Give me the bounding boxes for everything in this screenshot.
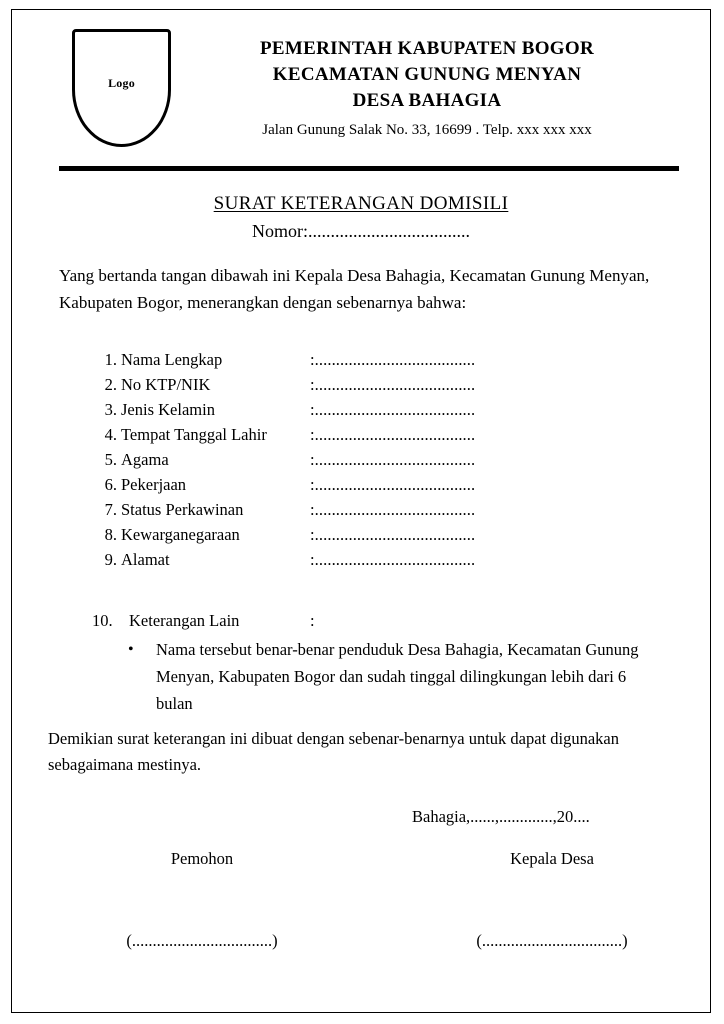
field-number: 7. <box>104 500 117 519</box>
field-value[interactable]: :...................................... <box>310 375 476 394</box>
logo-shield-icon <box>72 29 171 147</box>
field-label: Nama Lengkap <box>121 350 223 369</box>
bullet-text: Nama tersebut benar-benar penduduk Desa Bahagia, Kecamatan Gunung Menyan, Kabupaten Bogor dan sudah tinggal dilingkungan lebih dari 6 bulan <box>156 640 639 713</box>
signature-right-name-line[interactable]: (..................................) <box>476 931 628 950</box>
keterangan-number: 10. <box>92 611 113 630</box>
letterhead-titles <box>182 36 672 141</box>
keterangan-colon: : <box>310 611 315 630</box>
field-label: Jenis Kelamin <box>121 400 215 419</box>
field-number: 4. <box>104 425 117 444</box>
field-number: 9. <box>104 550 117 569</box>
field-row <box>59 447 669 472</box>
signature-right-title: Kepala Desa <box>510 849 594 868</box>
place-and-date[interactable]: Bahagia,......,.............,20.... <box>412 807 590 826</box>
keterangan-bullet-item <box>128 636 648 717</box>
signature-left-name-line[interactable]: (..................................) <box>126 931 278 950</box>
letterhead-address: Jalan Gunung Salak No. 33, 16699 . Telp. xxx xxx xxx <box>262 122 592 138</box>
page-title <box>12 193 710 215</box>
field-value[interactable]: :...................................... <box>310 475 476 494</box>
field-value[interactable]: :...................................... <box>310 350 476 369</box>
closing-paragraph: Demikian surat keterangan ini dibuat dengan sebenar-benarnya untuk dapat digunakan sebagaimana mestinya. <box>48 729 620 774</box>
field-row <box>59 397 669 422</box>
field-number: 5. <box>104 450 117 469</box>
field-label: Agama <box>121 450 169 469</box>
field-number: 8. <box>104 525 117 544</box>
field-label: Pekerjaan <box>121 475 187 494</box>
bullet-point-icon: • <box>128 641 134 658</box>
field-row <box>59 372 669 397</box>
field-label: Tempat Tanggal Lahir <box>121 425 267 444</box>
page-title-text: SURAT KETERANGAN DOMISILI <box>213 193 509 214</box>
field-value[interactable]: :...................................... <box>310 500 476 519</box>
field-row <box>59 472 669 497</box>
field-label: Kewarganegaraan <box>121 525 240 544</box>
header-divider <box>59 166 679 171</box>
field-list <box>59 347 669 572</box>
field-value[interactable]: :...................................... <box>310 525 476 544</box>
field-number: 3. <box>104 400 117 419</box>
document-number: Nomor:.................................... <box>252 221 470 241</box>
field-row <box>59 522 669 547</box>
intro-paragraph: Yang bertanda tangan dibawah ini Kepala Desa Bahagia, Kecamatan Gunung Menyan, Kabupaten Bogor, menerangkan dengan sebenarnya bahwa: <box>59 266 650 312</box>
signature-left-title: Pemohon <box>170 849 234 868</box>
field-label: Alamat <box>121 550 170 569</box>
letterhead-line-3: DESA BAHAGIA <box>352 90 502 111</box>
field-value[interactable]: :...................................... <box>310 400 476 419</box>
keterangan-label: Keterangan Lain <box>129 611 240 630</box>
field-row <box>59 497 669 522</box>
field-label: Status Perkawinan <box>121 500 244 519</box>
letterhead-line-2: KECAMATAN GUNUNG MENYAN <box>272 64 582 85</box>
field-value[interactable]: :...................................... <box>310 425 476 444</box>
field-value[interactable]: :...................................... <box>310 450 476 469</box>
letterhead-line-1: PEMERINTAH KABUPATEN BOGOR <box>260 38 594 59</box>
field-number: 6. <box>104 475 117 494</box>
field-row <box>59 347 669 372</box>
field-row <box>59 547 669 572</box>
field-number: 2. <box>104 375 117 394</box>
field-label: No KTP/NIK <box>121 375 211 394</box>
document-page <box>11 9 711 1013</box>
field-row <box>59 422 669 447</box>
logo-label: Logo <box>108 76 135 90</box>
field-value[interactable]: :...................................... <box>310 550 476 569</box>
field-number: 1. <box>104 350 117 369</box>
letterhead <box>12 10 710 152</box>
